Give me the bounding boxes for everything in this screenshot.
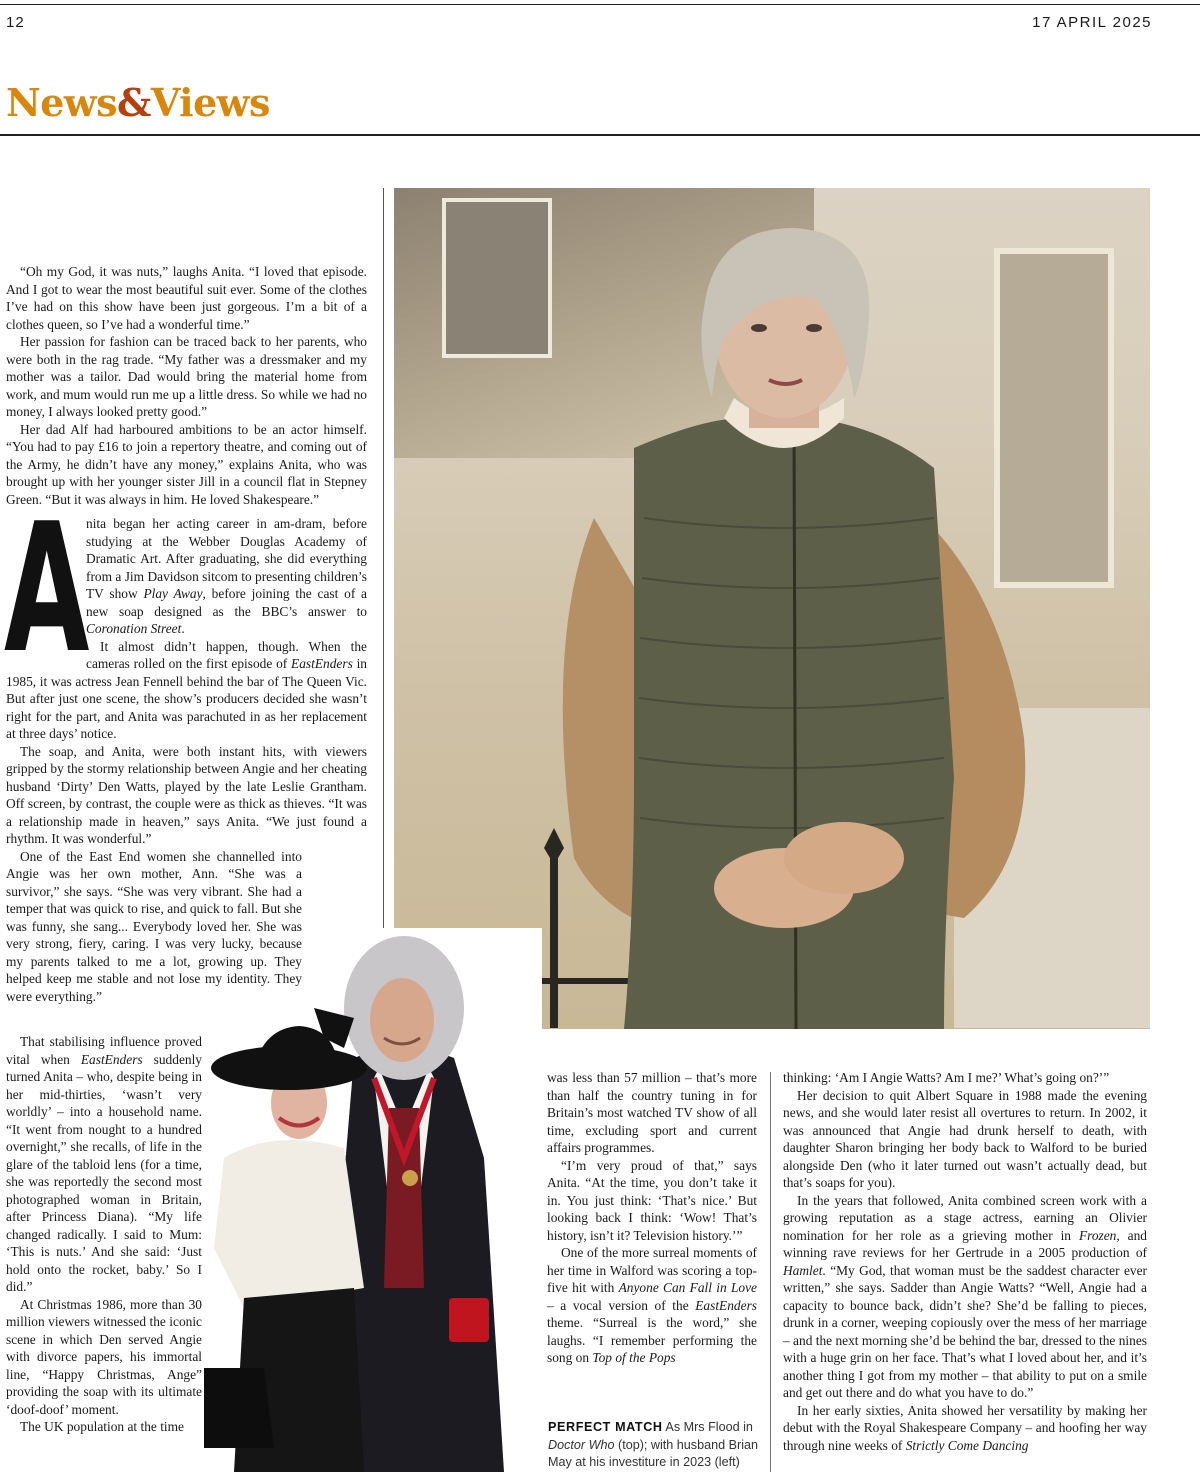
- photo-caption: [548, 1419, 768, 1472]
- emphasis: Hamlet: [783, 1262, 823, 1278]
- paragraph: Her decision to quit Albert Square in 1988 made the evening news, and she would later resist all overtures to return. In 2002, it was announced that Angie had drunk herself to death, with daughter Sharon bringing her body back to Walford to be buried alongside Den (who it later turned out wasn’t actually dead, but that’s soaps for you).: [783, 1087, 1147, 1190]
- emphasis: EastEnders: [291, 656, 353, 671]
- main-photo-anita: [394, 188, 1150, 1029]
- masthead-rule: [0, 134, 1200, 136]
- masthead-ampersand: &: [117, 80, 151, 125]
- text-run: , and winning rave reviews for her Gertrude in a 2005 production of: [783, 1227, 1147, 1260]
- text-run: One of the more surreal moments of her time in Walford was scoring a top-five hit with: [547, 1245, 757, 1295]
- text-run: . “My God, that woman must be the saddest character ever written,” she says. Sadder than Angie Watts? “Well, Angie had a capacity to bounce back, didn’t she? She’d be falling to pieces, drunk in a corner, weeping copiously over the mess of her marriage – and the next morning she’d be behind the bar, dressed to the nines with a huge grin on her face. That’s what I loved about her, and it’s another thing I got from my mother – that ability to put on a smile and get out there and do what you have to do.”: [783, 1262, 1147, 1400]
- emphasis: EastEnders: [80, 1051, 143, 1067]
- emphasis: Strictly Come Dancing: [905, 1437, 1029, 1453]
- paragraph: “Oh my God, it was nuts,” laughs Anita. “I loved that episode. And I got to wear the most beautiful suit ever. Some of the clothes I’ve had on this show have been just gorgeous. I’m a bit of a clothes queen, so I’ve had a wonderful time.”: [6, 264, 367, 332]
- emphasis: Anyone Can Fall in Love: [618, 1280, 757, 1295]
- paragraph: [783, 1192, 1147, 1402]
- top-rule: [0, 4, 1200, 5]
- paragraph: Her dad Alf had harboured ambitions to be an actor himself. “You had to pay £16 to join a repertory theatre, and coming out of the Army, he didn’t have any money,” explains Anita, who was brought up with her younger sister Jill in a council flat in Stepney Green. “But it was always in him. He loved Shakespeare.”: [6, 421, 367, 507]
- issue-date: 17 APRIL 2025: [1032, 14, 1152, 31]
- paragraph: [6, 1033, 202, 1296]
- text-run: , before joining the cast of a new soap designed as the BBC’s answer to: [86, 586, 367, 619]
- article-column-1: [6, 263, 367, 1005]
- paragraph: Her passion for fashion can be traced back to her parents, who were both in the rag trade. “My father was a dressmaker and my mother was a tailor. Dad would bring the material home from work, and mum would run me up a little dress. So while we had no money, I always looked pretty good.”: [6, 334, 367, 419]
- drop-cap: A: [4, 485, 90, 692]
- text-run: theme. “Surreal is the word,” she laughs. “I remember performing the song on: [547, 1315, 757, 1365]
- paragraph: At Christmas 1986, more than 30 million viewers witnessed the iconic scene in which Den served Angie with divorce papers, his immortal line, “Happy Christmas, Ange” providing the soap with its ultimate ‘doof-doof’ moment.: [6, 1296, 202, 1417]
- paragraph: One of the East End women she channelled into Angie was her own mother, Ann. “She was a survivor,” she says. “She was very vibrant. She had a temper that was quick to rise, and quick to fall. But she was funny, she sang... Everybody loved her. She was very strong, fiery, caring. I was very lucky, because my parents talked to me a lot, growing up. They helped keep me stable and not lose my identity. They were everything.”: [6, 848, 302, 1004]
- photo-subject-woman: [484, 218, 1044, 1029]
- text-run: suddenly turned Anita – who, despite being in her mid-thirties, ‘wasn’t very worldly’ – into a household name. “It went from nought to a hundred overnight,” she recalls, of life in the glare of the tabloid lens (for a time, she was reportedly the second most photographed woman in Britain, after Princess Diana). “My life changed radically. I said to Mum: ‘This is nuts.’ And she said: ‘Just hold onto the rocket, baby.’ So I did.”: [6, 1051, 203, 1294]
- caption-emphasis: Doctor Who: [548, 1437, 615, 1452]
- article-column-1-continued: [6, 1033, 202, 1436]
- text-run: in 1985, it was actress Jean Fennell behind the bar of The Queen Vic. But after just one scene, the show’s producers decided she wasn’t right for the part, and Anita was parachuted in as her replacement at three days’ notice.: [6, 656, 368, 741]
- emphasis: Frozen: [1078, 1227, 1117, 1243]
- emphasis: Top of the Pops: [592, 1350, 676, 1365]
- caption-text: (top); with husband Brian May at his investiture in 2023 (left): [548, 1437, 759, 1469]
- caption-text: As Mrs Flood in: [662, 1420, 753, 1434]
- text-run: It almost didn’t happen, though. When the cameras rolled on the first episode of: [86, 638, 367, 671]
- paragraph: was less than 57 million – that’s more than half the country tuning in for Britain’s most watched TV show of all time, excluding sport and current affairs programmes.: [547, 1070, 757, 1155]
- article-column-4: [783, 1069, 1147, 1454]
- text-run: .: [181, 621, 185, 636]
- masthead-part2: Views: [150, 80, 270, 125]
- paragraph: The soap, and Anita, were both instant hits, with viewers gripped by the stormy relationship between Angie and her cheating husband ‘Dirty’ Den Watts, played by the late Leslie Grantham. Off screen, by contrast, the couple were as thick as thieves. “It was a relationship made in heaven,” says Anita. “We just found a rhythm. It was wonderful.”: [6, 743, 367, 846]
- text-run: In her early sixties, Anita showed her versatility by making her debut with the Royal Shakespeare Company – and hoofing her way through nine weeks of: [783, 1402, 1147, 1453]
- text-run: That stabilising influence proved vital when: [6, 1034, 202, 1067]
- paragraph: [547, 1244, 757, 1367]
- column-divider: [770, 1072, 771, 1472]
- caption-label: PERFECT MATCH: [548, 1420, 663, 1434]
- emphasis: EastEnders: [695, 1297, 757, 1313]
- text-run: In the years that followed, Anita combined screen work with a growing reputation as a stage actress, earning an Olivier nomination for her role as a grieving mother in: [783, 1192, 1147, 1243]
- page-number: 12: [6, 14, 25, 31]
- section-masthead: [6, 80, 270, 125]
- emphasis: Play Away: [143, 586, 203, 601]
- paragraph: The UK population at the time: [20, 1419, 184, 1434]
- paragraph: “I’m very proud of that,” says Anita. “At the time, you don’t take it in. You just think: ‘That’s nice.’ But looking back I think: ‘Wow! That’s history, isn’t it? Television history.’”: [547, 1157, 757, 1243]
- paragraph: thinking: ‘Am I Angie Watts? Am I me?’ What’s going on?’”: [783, 1070, 1110, 1085]
- text-run: nita began her acting career in am-dram, before studying at the Webber Douglas Academy of Dramatic Art. After graduating, she did everything from a Jim Davidson sitcom to presenting children’s TV show: [86, 516, 367, 601]
- article-column-3: [547, 1069, 757, 1367]
- column-divider: [383, 188, 384, 1028]
- emphasis: Coronation Street: [86, 621, 182, 636]
- inset-photo-anita-and-brian-may: [204, 928, 542, 1472]
- paragraph: [783, 1402, 1147, 1455]
- text-run: – a vocal version of the: [547, 1297, 696, 1313]
- masthead-part1: News: [6, 80, 118, 125]
